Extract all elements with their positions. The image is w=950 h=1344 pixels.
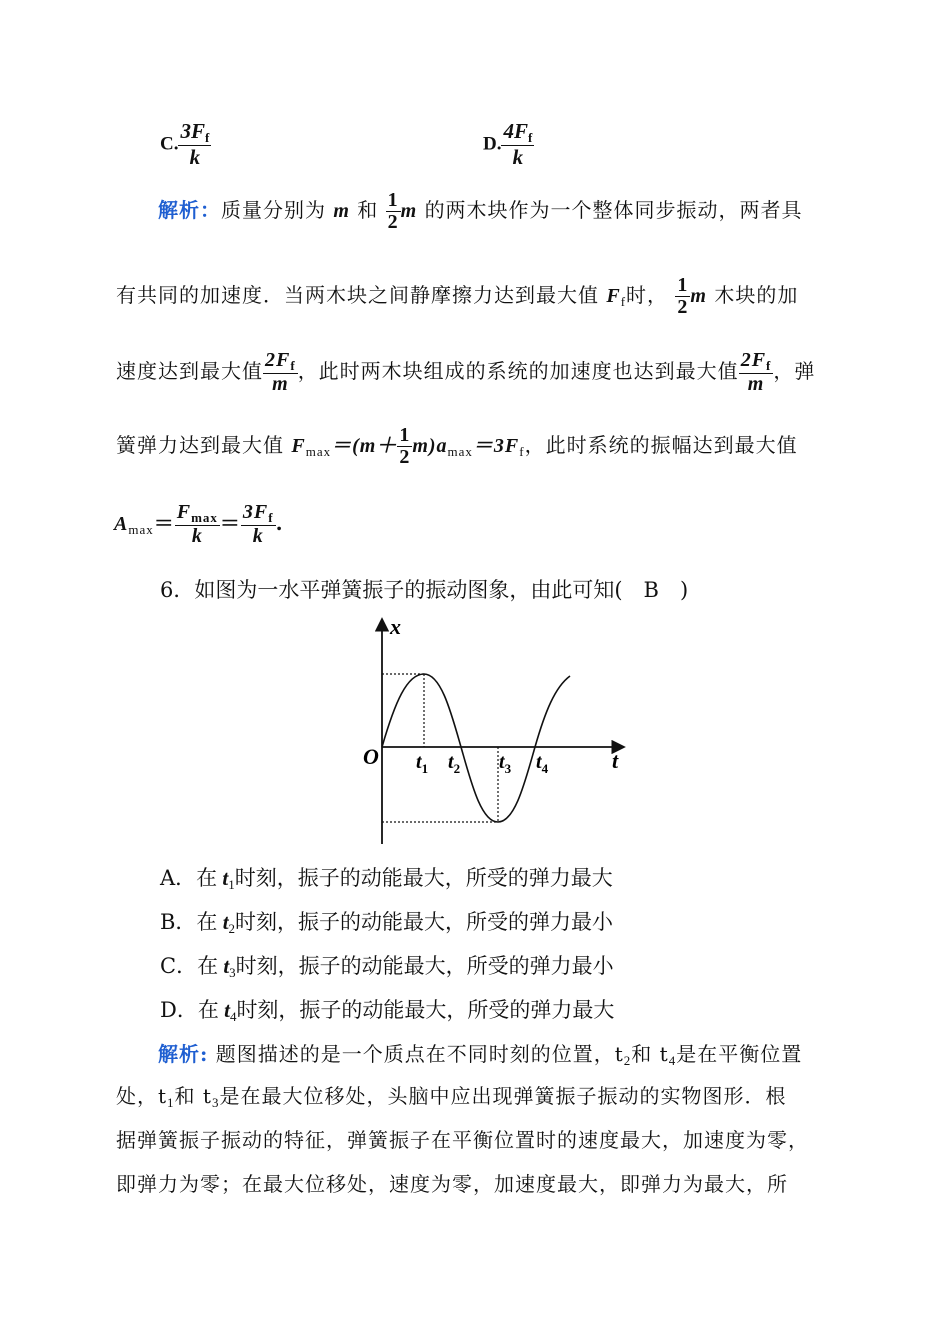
option-a: A．在 $t_1$时刻，振子的动能最大，所受的弹力最大 (160, 866, 613, 892)
half-fraction: $\frac{1}{2}$ (387, 189, 399, 233)
vibration-curve (382, 674, 570, 822)
analysis2-line2: 处，$t_1$和 $t_3$是在最大位移处，头脑中应出现弹簧振子振动的实物图形．根 (116, 1084, 787, 1110)
amax-fraction-2: $\frac{3F_f}{k}$ (242, 501, 274, 547)
option-b: B．在 $t_2$时刻，振子的动能最大，所受的弹力最小 (160, 910, 614, 936)
question-6-stem: 6．如图为一水平弹簧振子的振动图象，由此可知( B ) (160, 578, 689, 602)
analysis1-line1: 解析：质量分别为 m 和 $\frac{1}{2}$ m 的两木块作为一个整体同步振动，两者具 (158, 189, 803, 233)
option-c-q6: C．在 $t_3$时刻，振子的动能最大，所受的弹力最小 (160, 954, 614, 980)
analysis2-line1: 解析: 题图描述的是一个质点在不同时刻的位置，$t_2$和 $t_4$是在平衡位置 (158, 1042, 803, 1068)
half-fraction-2: $\frac{1}{2}$ (677, 274, 689, 318)
half-fraction-3: $\frac{1}{2}$ (399, 424, 411, 468)
option-c-fraction: $\frac{3F_f}{k}$ (180, 119, 210, 169)
analysis1-line4: 簧弹力达到最大值 $F_{max}=(m+$ $\frac{1}{2}$ $m)a_{max}=3F_f$，此时系统的振幅达到最大值 (116, 424, 798, 468)
analysis-label: 解析： (158, 198, 221, 222)
option-d (483, 120, 534, 168)
option-d-q6: D．在 $t_4$时刻，振子的动能最大，所受的弹力最大 (160, 998, 615, 1024)
y-axis-label: x (390, 614, 401, 639)
analysis1-line5: $A_{max}=$ $\frac{F_{max}}{k}$ ＝ $\frac{3F_f}{k}$ . (114, 501, 284, 547)
amax-fraction: $\frac{F_{max}}{k}$ (176, 501, 218, 547)
option-d-fraction: $\frac{4F_f}{k}$ (503, 119, 533, 169)
option-c (160, 120, 211, 168)
origin-label: O (363, 744, 379, 769)
max-accel-fraction: $\frac{2F_f}{m}$ (265, 349, 296, 395)
analysis2-line3: 据弹簧振子振动的特征，弹簧振子在平衡位置时的速度最大，加速度为零， (116, 1128, 809, 1152)
analysis2-line4: 即弹力为零；在最大位移处，速度为零，加速度最大，即弹力为最大，所 (116, 1172, 788, 1196)
t4-label: $t_4$ (536, 751, 549, 776)
t1-label: $t_1$ (416, 751, 429, 776)
option-c-label: C. (160, 133, 179, 155)
x-axis-label: t (612, 748, 619, 773)
t2-label: $t_2$ (448, 751, 461, 776)
max-accel-fraction-2: $\frac{2F_f}{m}$ (740, 349, 772, 395)
analysis1-line3: 速度达到最大值 $\frac{2F_f}{m}$ ，此时两木块组成的系统的加速度也达到最大值 $\frac{2F_f}{m}$ ，弹 (116, 349, 816, 395)
vibration-graph (355, 612, 635, 847)
analysis1-line2: 有共同的加速度．当两木块之间静摩擦力达到最大值 $F_f$时， $\frac{1}{2}$ m 木块的加 (116, 274, 799, 318)
option-d-label: D. (483, 133, 502, 155)
t3-label: $t_3$ (499, 751, 512, 776)
